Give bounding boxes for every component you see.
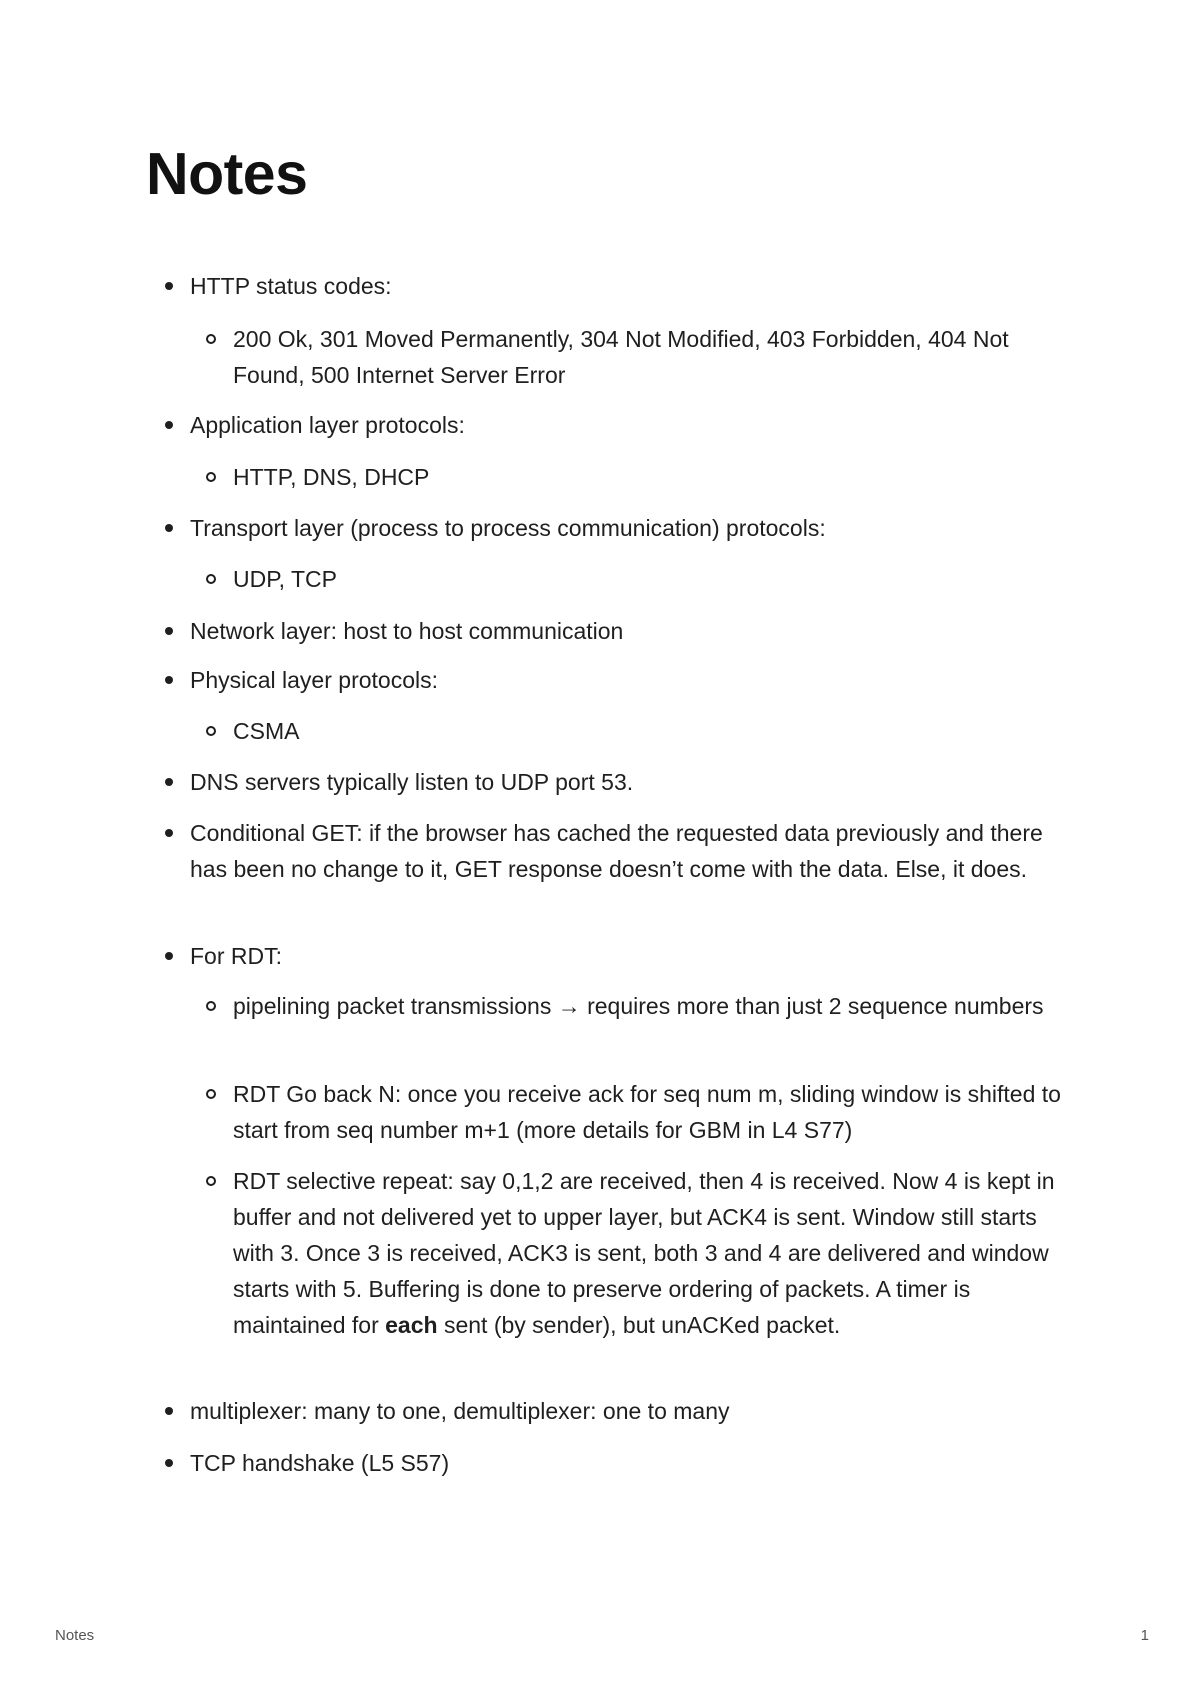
bullet-circle-icon [206, 574, 216, 584]
bullet-circle-icon [206, 1176, 216, 1186]
list-item-text-part: RDT selective repeat: say 0,1,2 are received, then 4 is received. Now 4 is kept in buffer and not delivered yet to upper layer, but ACK4 is sent. Window still starts with 3. Once 3 is received, ACK3 is sent, both 3 and 4 are delivered and window starts with 5. Buffering is done to preserve ordering of packets. A timer is maintained for [233, 1168, 1055, 1338]
list-item-text: Network layer: host to host communication [190, 618, 624, 644]
list-item-text: HTTP, DNS, DHCP [233, 464, 430, 490]
bullet-circle-icon [206, 334, 216, 344]
bullet-dot-icon [165, 627, 173, 635]
list-item-text: Application layer protocols: [190, 412, 465, 438]
bullet-dot-icon [165, 778, 173, 786]
page-title: Notes [146, 141, 308, 207]
list-item [190, 815, 1070, 887]
list-item-text-bold: each [385, 1312, 438, 1338]
bullet-dot-icon [165, 282, 173, 290]
list-item [233, 321, 1063, 393]
bullet-dot-icon [165, 829, 173, 837]
bullet-dot-icon [165, 1407, 173, 1415]
list-item-text: Physical layer protocols: [190, 667, 438, 693]
list-item-text: pipelining packet transmissions → requires more than just 2 sequence numbers [233, 993, 1044, 1019]
list-item [233, 1163, 1063, 1343]
list-item [190, 613, 1070, 649]
list-item-text: DNS servers typically listen to UDP port 53. [190, 769, 634, 795]
list-item [190, 1445, 1070, 1481]
footer-title: Notes [55, 1627, 95, 1644]
list-item [190, 764, 1070, 800]
list-item [233, 988, 1063, 1024]
bullet-dot-icon [165, 524, 173, 532]
list-item [190, 510, 1070, 546]
list-item-text: 200 Ok, 301 Moved Permanently, 304 Not Modified, 403 Forbidden, 404 Not Found, 500 Internet Server Error [233, 326, 1009, 388]
list-item-text-part: sent (by sender), but unACKed packet. [437, 1312, 841, 1338]
page-number: 1 [1140, 1627, 1149, 1644]
list-item [233, 1076, 1063, 1148]
list-item-text: HTTP status codes: [190, 273, 392, 299]
list-item [233, 459, 1063, 495]
list-item-text: UDP, TCP [233, 566, 337, 592]
bullet-dot-icon [165, 676, 173, 684]
list-item [190, 268, 1070, 304]
bullet-circle-icon [206, 1001, 216, 1011]
bullet-circle-icon [206, 472, 216, 482]
list-item-text [233, 1168, 1055, 1338]
list-item-text: Conditional GET: if the browser has cached the requested data previously and there has been no change to it, GET response doesn’t come with the data. Else, it does. [190, 820, 1043, 882]
list-item-text: Transport layer (process to process communication) protocols: [190, 515, 826, 541]
list-item-text: CSMA [233, 718, 300, 744]
list-item [233, 561, 1063, 597]
list-item [190, 407, 1070, 443]
list-item-text: RDT Go back N: once you receive ack for seq num m, sliding window is shifted to start from seq number m+1 (more details for GBM in L4 S77) [233, 1081, 1061, 1143]
bullet-circle-icon [206, 726, 216, 736]
bullet-dot-icon [165, 421, 173, 429]
list-item-text: For RDT: [190, 943, 282, 969]
bullet-dot-icon [165, 1459, 173, 1467]
bullet-circle-icon [206, 1089, 216, 1099]
list-item [190, 1393, 1070, 1429]
list-item-text: TCP handshake (L5 S57) [190, 1450, 450, 1476]
list-item [233, 713, 1063, 749]
list-item-text: multiplexer: many to one, demultiplexer: one to many [190, 1398, 730, 1424]
list-item [190, 662, 1070, 698]
list-item [190, 938, 1070, 974]
bullet-dot-icon [165, 952, 173, 960]
